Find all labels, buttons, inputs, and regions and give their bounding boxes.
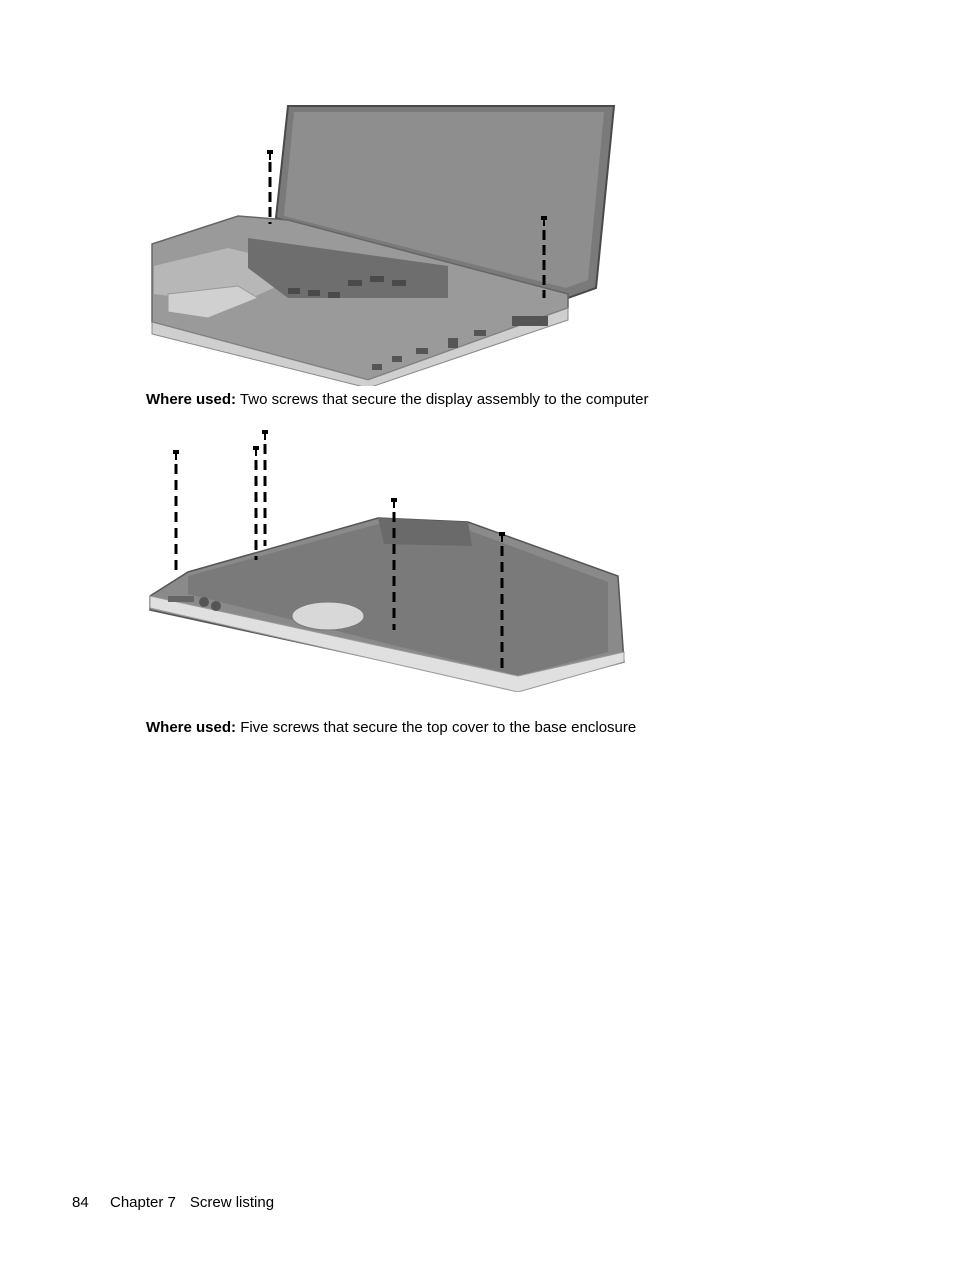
caption-label: Where used: xyxy=(146,391,237,408)
caption-text: Five screws that secure the top cover to the base enclosure xyxy=(240,719,637,736)
figure-caption xyxy=(146,391,648,409)
caption-label: Where used: xyxy=(146,719,237,736)
screw-icon xyxy=(267,150,273,224)
caption-text: Two screws that secure the display assembly to the computer xyxy=(239,391,649,408)
screw-icon xyxy=(262,430,268,546)
display-screws-figure xyxy=(148,98,620,386)
page-number: 84 xyxy=(72,1194,89,1211)
page-footer xyxy=(72,1194,274,1212)
screw-icon xyxy=(253,446,259,560)
screw-icon xyxy=(173,450,179,572)
top-cover-screws-figure xyxy=(148,426,628,692)
section-title: Screw listing xyxy=(189,1194,275,1211)
chapter-label: Chapter 7 xyxy=(110,1194,176,1211)
figure-caption xyxy=(146,719,636,737)
